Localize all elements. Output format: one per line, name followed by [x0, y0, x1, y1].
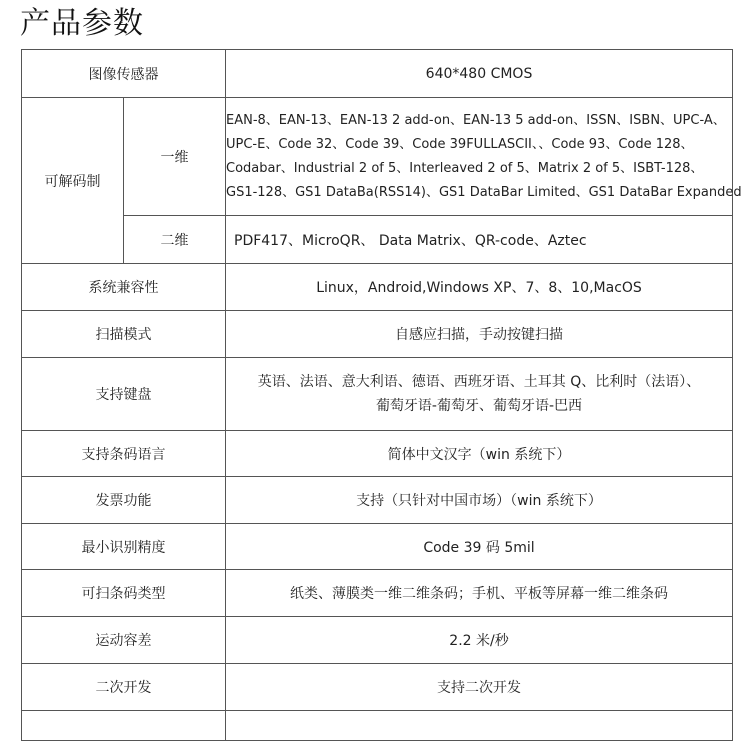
- row-label-precision: 最小识别精度: [22, 524, 226, 570]
- row-label-os: 系统兼容性: [22, 264, 226, 311]
- row-label-image-sensor: 图像传感器: [22, 50, 226, 98]
- row-label-decode: 可解码制: [22, 98, 124, 264]
- table-row: [22, 358, 733, 431]
- row-label-scan-mode: 扫描模式: [22, 311, 226, 358]
- table-row: [22, 711, 733, 741]
- row-value-2d: PDF417、MicroQR、 Data Matrix、QR-code、Aztec: [226, 216, 733, 264]
- row-value-motion: 2.2 米/秒: [226, 617, 733, 664]
- value-line: UPC-E、Code 32、Code 39、Code 39FULLASCII、、Code 93、Code 128、: [226, 136, 694, 152]
- row-label-keyboard: 支持键盘: [22, 358, 226, 431]
- row-value-invoice: 支持（只针对中国市场）（win 系统下）: [226, 477, 733, 524]
- page-title: 产品参数: [20, 6, 144, 41]
- row-value-precision: Code 39 码 5mil: [226, 524, 733, 570]
- value-line: EAN-8、EAN-13、EAN-13 2 add-on、EAN-13 5 add-on、ISSN、ISBN、UPC-A、: [226, 112, 726, 128]
- value-line: Codabar、Industrial 2 of 5、Interleaved 2 of 5、Matrix 2 of 5、ISBT-128、: [226, 160, 704, 176]
- table-row: [22, 617, 733, 664]
- row-sublabel-1d: 一维: [124, 98, 226, 216]
- row-value-barcode-lang: 简体中文汉字（win 系统下）: [226, 431, 733, 477]
- row-label-barcode-lang: 支持条码语言: [22, 431, 226, 477]
- table-row: [22, 524, 733, 570]
- row-sublabel-2d: 二维: [124, 216, 226, 264]
- row-value-keyboard: [226, 358, 733, 431]
- table-row: [22, 264, 733, 311]
- spec-table: [21, 49, 742, 741]
- value-line: 葡萄牙语-葡萄牙、葡萄牙语-巴西: [375, 398, 583, 414]
- table-row: [22, 216, 733, 264]
- row-value-scan-types: 纸类、薄膜类一维二维条码；手机、平板等屏幕一维二维条码: [226, 570, 733, 617]
- row-label-dev: 二次开发: [22, 664, 226, 711]
- value-line: 英语、法语、意大利语、德语、西班牙语、土耳其 Q、比利时（法语）、: [257, 374, 701, 390]
- row-label-empty: [22, 711, 226, 741]
- table-row: [22, 311, 733, 358]
- table-row: [22, 664, 733, 711]
- table-row: [22, 477, 733, 524]
- row-label-scan-types: 可扫条码类型: [22, 570, 226, 617]
- row-value-1d: [226, 98, 742, 216]
- table-row: [22, 98, 733, 216]
- table-row: [22, 50, 733, 98]
- row-label-motion: 运动容差: [22, 617, 226, 664]
- row-value-empty: [226, 711, 733, 741]
- row-value-dev: 支持二次开发: [226, 664, 733, 711]
- row-value-os: Linux，Android,Windows XP、7、8、10,MacOS: [226, 264, 733, 311]
- table-row: [22, 570, 733, 617]
- table-row: [22, 431, 733, 477]
- row-value-scan-mode: 自感应扫描，手动按键扫描: [226, 311, 733, 358]
- row-label-invoice: 发票功能: [22, 477, 226, 524]
- row-value-image-sensor: 640*480 CMOS: [226, 50, 733, 98]
- value-line: GS1-128、GS1 DataBa(RSS14)、GS1 DataBar Limited、GS1 DataBar Expanded: [226, 184, 742, 200]
